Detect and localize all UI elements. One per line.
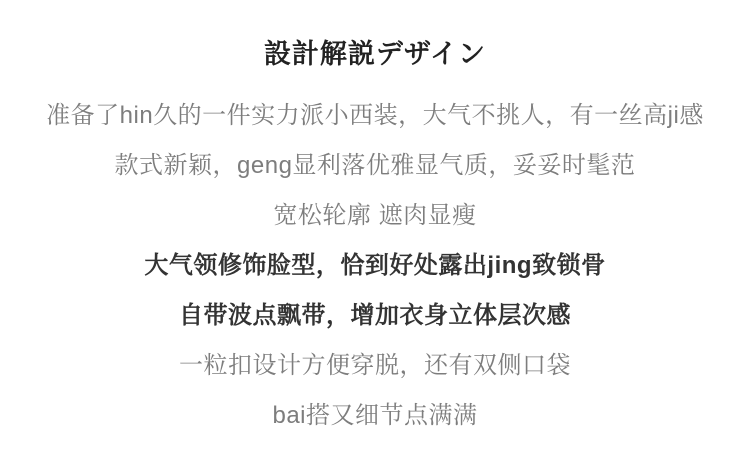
description-line-5-emphasis: 自带波点飘带，增加衣身立体层次感: [179, 302, 571, 329]
description-line-3: 宽松轮廓 遮肉显瘦: [273, 202, 477, 229]
description-line-1: 准备了hin久的一件实力派小西装，大气不挑人，有一丝高ji感: [46, 102, 704, 129]
description-line-7: bai搭又细节点满满: [272, 402, 478, 429]
description-line-4-emphasis: 大气领修饰脸型，恰到好处露出jing致锁骨: [144, 252, 606, 279]
description-line-2: 款式新颖，geng显利落优雅显气质，妥妥时髦范: [114, 152, 636, 179]
page-title: 設計解説デザイン: [263, 39, 487, 69]
description-line-6: 一粒扣设计方便穿脱，还有双侧口袋: [179, 352, 571, 379]
